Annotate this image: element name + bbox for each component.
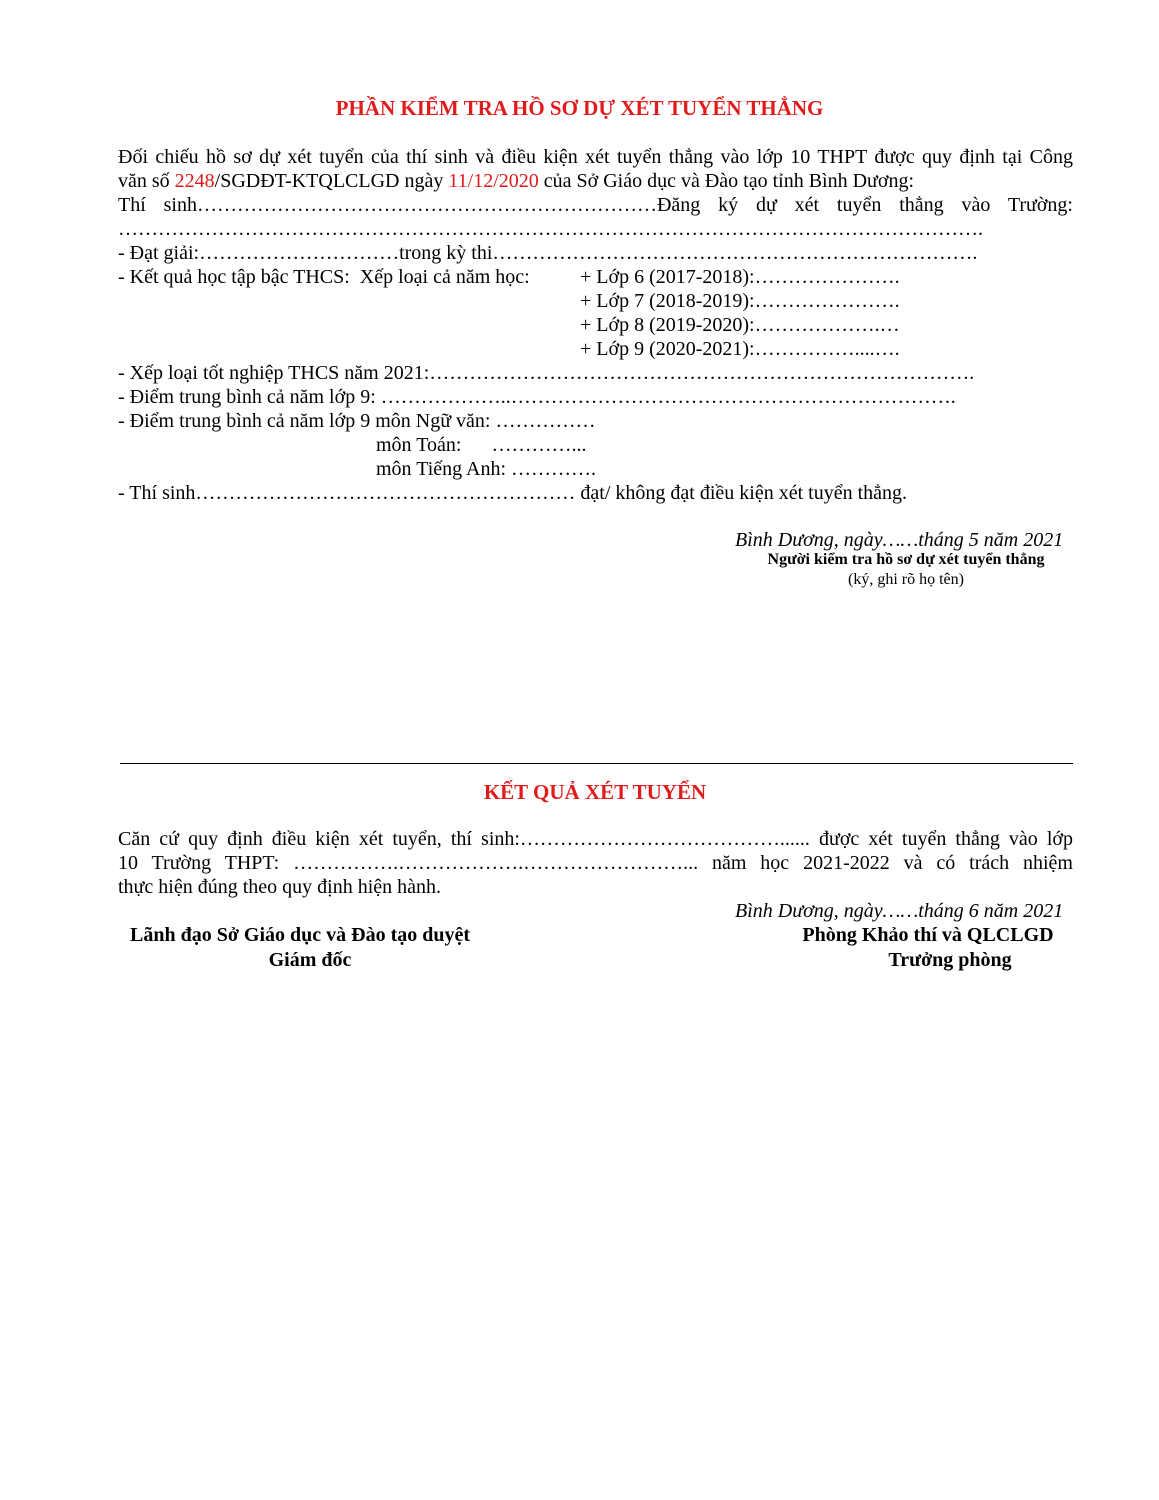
place-date-1: Bình Dương, ngày……tháng 5 năm 2021 (735, 529, 1064, 551)
intro-l2-a: văn số (118, 170, 175, 192)
eligibility-line: - Thí sinh………………………………………………… đạt/ không đạt điều kiện xét tuyển thẳng. (118, 482, 908, 504)
avg-math-line: môn Toán: …………... (376, 434, 587, 456)
left-signatory-role: Giám đốc (268, 949, 352, 971)
grade-line: + Lớp 9 (2020-2021):……………....…. (580, 338, 900, 360)
graduation-line: - Xếp loại tốt nghiệp THCS năm 2021:………………………………………………………………………. (118, 362, 975, 384)
right-signatory-role: Trưởng phòng (888, 949, 1012, 971)
left-signatory-org: Lãnh đạo Sở Giáo dục và Đào tạo duyệt (129, 924, 471, 946)
checker-title: Người kiểm tra hồ sơ dự xét tuyển thẳng (767, 551, 1045, 568)
decree-number: 2248 (174, 170, 215, 192)
candidate-line: Thí sinh……………………………………………………………Đăng ký dự xét tuyển thẳng vào Trường: (118, 194, 1073, 216)
section-divider (120, 763, 1073, 764)
avg-grade9-line: - Điểm trung bình cả năm lớp 9: ………………..…………………………………………………………. (118, 386, 956, 408)
avg-english-line: môn Tiếng Anh: …………. (376, 458, 597, 480)
result-line-1: Căn cứ quy định điều kiện xét tuyển, thí sinh:…………………………………...... được xét tuyển thẳng vào lớp (118, 828, 1073, 850)
intro-l2-b: /SGDĐT-KTQLCLGD ngày (214, 170, 449, 192)
award-line: - Đạt giải:…………………………trong kỳ thi………………………………………………………………. (118, 242, 978, 264)
grade-line: + Lớp 6 (2017-2018):…………………. (580, 266, 900, 288)
dotted-line: …………………………………………………………………………………………………………………. (118, 218, 983, 240)
checker-note: (ký, ghi rõ họ tên) (848, 571, 964, 588)
results-label: - Kết quả học tập bậc THCS: Xếp loại cả năm học: (118, 266, 530, 288)
intro-line-1: Đối chiếu hồ sơ dự xét tuyển của thí sinh và điều kiện xét tuyển thẳng vào lớp 10 THPT được quy định tại Công (118, 146, 1073, 168)
place-date-2: Bình Dương, ngày……tháng 6 năm 2021 (735, 900, 1064, 922)
section1-title: PHẦN KIỂM TRA HỒ SƠ DỰ XÉT TUYỂN THẲNG (335, 96, 824, 120)
decree-date: 11/12/2020 (448, 170, 539, 192)
intro-l2-c: của Sở Giáo dục và Đào tạo tỉnh Bình Dương: (538, 170, 915, 192)
avg-literature-line: - Điểm trung bình cả năm lớp 9 môn Ngữ văn: …………… (118, 410, 596, 432)
result-line-3: thực hiện đúng theo quy định hiện hành. (118, 876, 442, 898)
intro-line-2 (118, 169, 914, 193)
grade-line: + Lớp 7 (2018-2019):…………………. (580, 290, 900, 312)
result-line-2: 10 Trường THPT: …………….……………….……………………... năm học 2021-2022 và có trách nhiệm (118, 852, 1073, 874)
section2-title: KẾT QUẢ XÉT TUYỂN (483, 780, 707, 804)
right-signatory-org: Phòng Khảo thí và QLCLGD (802, 924, 1054, 946)
grade-line: + Lớp 8 (2019-2020):……………….… (580, 314, 900, 336)
